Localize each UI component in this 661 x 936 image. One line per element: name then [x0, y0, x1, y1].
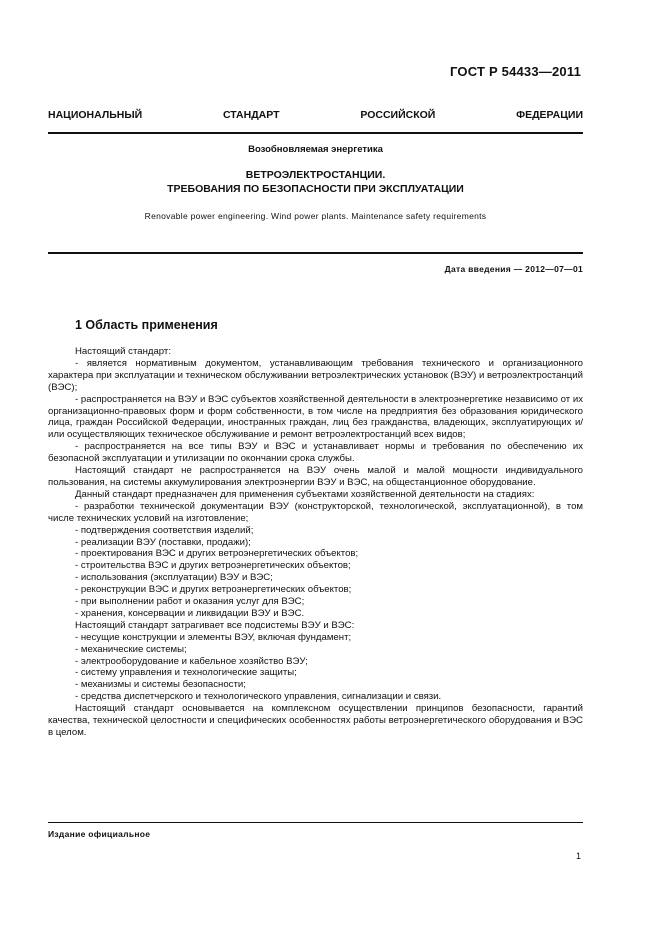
banner-word: ФЕДЕРАЦИИ [516, 109, 583, 121]
paragraph: Настоящий стандарт затрагивает все подсистемы ВЭУ и ВЭС: [75, 619, 355, 631]
paragraph: - при выполнении работ и оказания услуг для ВЭС; [75, 596, 305, 608]
title-line-1: ВЕТРОЭЛЕКТРОСТАНЦИИ. [245, 169, 386, 181]
banner-word: СТАНДАРТ [222, 109, 280, 121]
banner-word: РОССИЙСКОЙ [360, 109, 436, 121]
paragraph: - разработки технической документации ВЭУ (конструкторской, технологической, эксплуатационной), в том числе технических условий на изготовление; [48, 500, 583, 524]
footer-divider [48, 822, 583, 823]
official-edition-label: Издание официальное [48, 829, 151, 839]
paragraph: - распространяется на ВЭУ и ВЭС субъектов хозяйственной деятельности в электроэнергетике независимо от их организационно-правовых форм и форм собственности, в том числе на предприятия без образования юридического лица, граждан Российской Федерации, иностранных граждан, лиц без гражданства, владеющих, эксплуатирующих и/или осуществляющих техническое обслуживание и ремонт ветроэлектростанций всех видов; [48, 393, 583, 441]
paragraph: - подтверждения соответствия изделий; [75, 524, 254, 536]
paragraph: - использования (эксплуатации) ВЭУ и ВЭС; [75, 572, 273, 584]
paragraph: - несущие конструкции и элементы ВЭУ, включая фундамент; [75, 631, 352, 643]
paragraph: Настоящий стандарт: [75, 346, 171, 357]
paragraph: - распространяется на все типы ВЭУ и ВЭС и устанавливает нормы и требования по обеспечению их безопасной эксплуатации и утилизации по окончании срока службы. [48, 441, 583, 465]
paragraph: - механизмы и системы безопасности; [75, 679, 246, 691]
section-body [48, 346, 583, 739]
paragraph: - электрооборудование и кабельное хозяйство ВЭУ; [75, 655, 308, 667]
introduction-date: Дата введения — 2012—07—01 [444, 264, 583, 274]
section-heading: 1 Область применения [75, 318, 218, 332]
top-divider [48, 132, 583, 134]
paragraph: - строительства ВЭС и других ветроэнергетических объектов; [75, 560, 351, 572]
paragraph: - механические системы; [75, 643, 187, 655]
paragraph: Данный стандарт предназначен для применения субъектами хозяйственной деятельности на стадиях: [75, 488, 535, 500]
paragraph: Настоящий стандарт не распространяется на ВЭУ очень малой и малой мощности индивидуального пользования, на системы аккумулирования электроэнергии ВЭУ и ВЭС, на общестанционное оборудование. [48, 465, 583, 488]
paragraph: - является нормативным документом, устанавливающим требования технического и организационного характера при эксплуатации и техническом обслуживании ветроэлектрических установок (ВЭУ) и ветроэлектростанций (ВЭС); [48, 357, 583, 393]
field-heading: Возобновляемая энергетика [248, 144, 383, 155]
paragraph: - средства диспетчерского и технологического управления, сигнализации и связи. [75, 691, 442, 703]
paragraph: - проектирования ВЭС и других ветроэнергетических объектов; [75, 548, 359, 560]
title-line-2: ТРЕБОВАНИЯ ПО БЕЗОПАСНОСТИ ПРИ ЭКСПЛУАТАЦИИ [167, 183, 464, 195]
document-number: ГОСТ Р 54433—2011 [450, 64, 581, 79]
paragraph: Настоящий стандарт основывается на комплексном осуществлении принципов безопасности, гарантий качества, технической целостности и специфических особенностях работы ветроэнергетического оборудования и ВЭС в целом. [48, 703, 583, 738]
banner-word: НАЦИОНАЛЬНЫЙ [48, 109, 143, 121]
paragraph: - реализации ВЭУ (поставки, продажи); [75, 536, 251, 548]
paragraph: - хранения, консервации и ликвидации ВЭУ и ВЭС. [75, 607, 305, 619]
english-title: Renovable power engineering. Wind power plants. Maintenance safety requirements [144, 211, 487, 221]
document-title [48, 168, 583, 196]
national-standard-banner [48, 109, 583, 121]
paragraph: - систему управления и технологические защиты; [75, 667, 297, 679]
page-number: 1 [575, 851, 581, 861]
paragraph: - реконструкции ВЭС и других ветроэнергетических объектов; [75, 584, 352, 596]
title-divider [48, 252, 583, 254]
